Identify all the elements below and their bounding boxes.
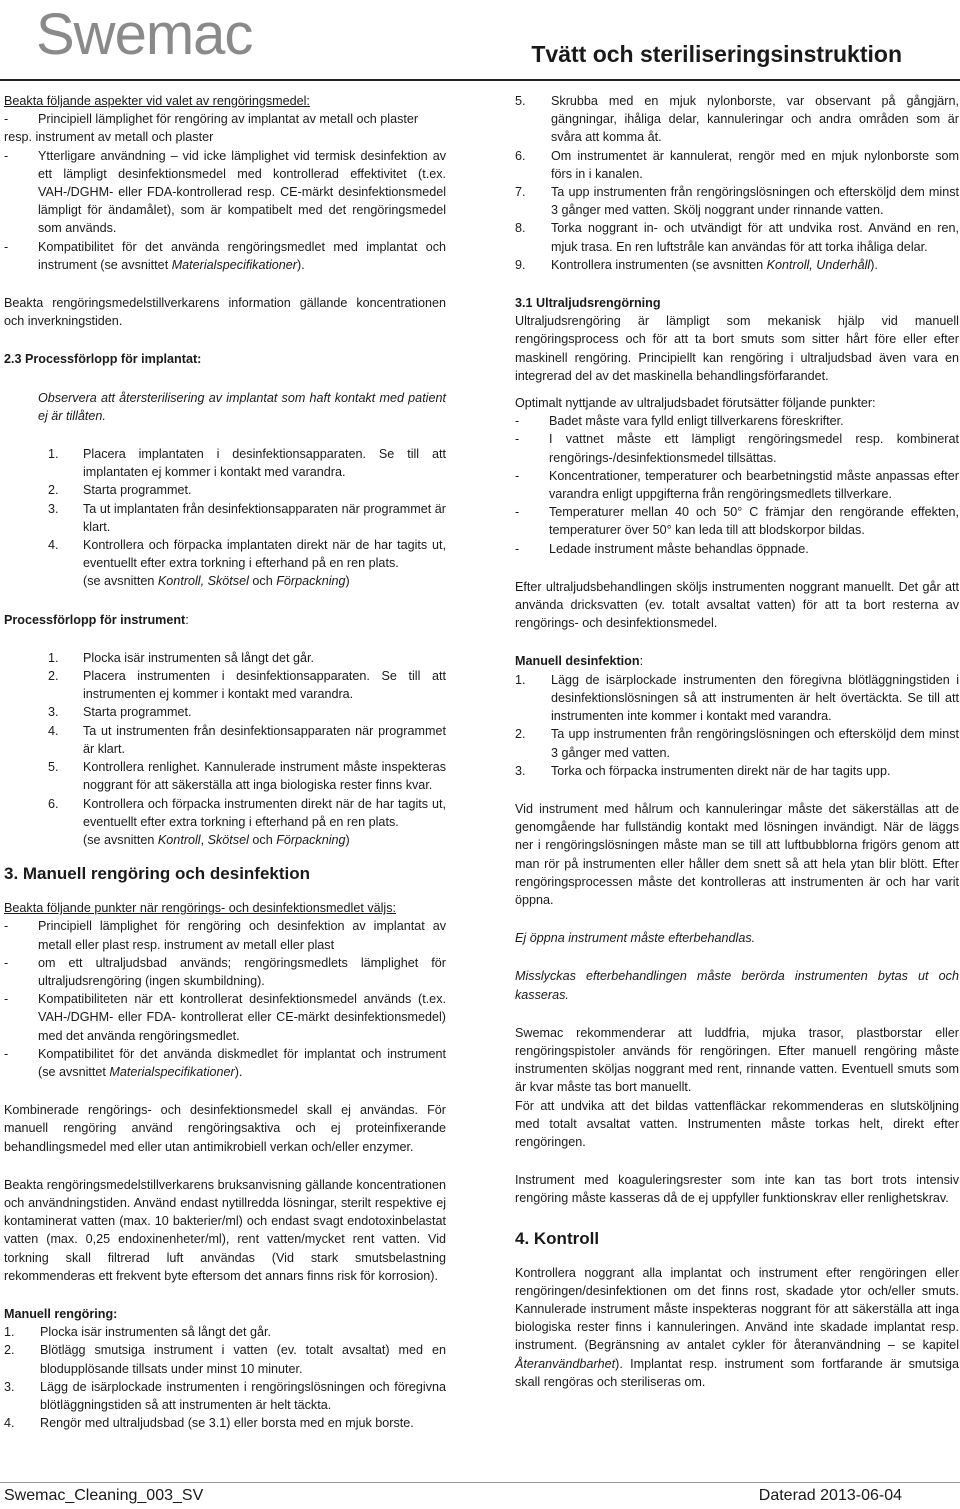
instrument-reference: (se avsnitten Kontroll, Skötsel och Förpackning) xyxy=(83,832,350,847)
list-item: 8. Torka noggrant in- och utvändigt för att undvika rost. Använd en ren, mjuk trasa. En ren luftstråle kan användas för att torka ihåliga delar. xyxy=(515,221,959,254)
list-item: 3. Ta ut implantaten från desinfektionsapparaten när programmet är klart. xyxy=(48,501,446,534)
list-item: 3. Starta programmet. xyxy=(48,705,192,720)
intro-item: - Kompatibilitet för det använda rengöringsmedlet med implantat och instrument (se avsnittet Materialspecifikationer). xyxy=(4,239,446,272)
left-column xyxy=(4,92,446,1432)
list-item: 6. Kontrollera och förpacka instrumenten direkt när de har tagits ut, eventuellt efter extra torkning i efterhand på en ren plats. xyxy=(48,796,446,829)
list-item: 2. Placera instrumenten i desinfektionsapparaten. Se till att instrumenten ej kommer i kontakt med varandra. xyxy=(48,669,446,702)
document-date: Daterad 2013-06-04 xyxy=(758,1487,902,1504)
list-item: - Temperaturer mellan 40 och 50° C främjar den rengörande effekten, temperaturer över 50° kan leda till att blodskorpor bildas. xyxy=(515,505,959,538)
list-item: - Principiell lämplighet för rengöring och desinfektion av implantat av metall eller plast resp. instrument av metall eller plast xyxy=(4,919,446,952)
list-item: - I vattnet måste ett lämpligt rengöringsmedel resp. kombinerat rengörings-/desinfektionsmedel tillsättas. xyxy=(515,432,959,465)
list-item: - Koncentrationer, temperaturer och bearbetningstid måste anpassas efter varandra enligt uppgifterna från rengöringsmedlets tillverkare. xyxy=(515,468,959,502)
section-3-1-heading: 3.1 Ultraljudsrengörning xyxy=(515,296,661,311)
manual-cleaning-heading: Manuell rengöring: xyxy=(4,1306,118,1321)
footer-rule xyxy=(0,1482,960,1483)
list-item: - Kompatibiliteten när ett kontrollerat desinfektionsmedel används (t.ex. VAH-/DGHM- eller FDA- kontrollerat eller CE-märkt desinfektionsmedel) med det använda rengöringsmedlet. xyxy=(4,992,446,1043)
list-item: 2. Starta programmet. xyxy=(48,483,192,498)
intro-heading: Beakta följande aspekter vid valet av rengöringsmedel: xyxy=(4,94,310,108)
paragraph: Kombinerade rengörings- och desinfektionsmedel skall ej användas. För manuell rengöring använd rengöringsaktiva och ej proteinfixerande behandlingsmedel med eller utan antimikrobiell verkan och/eller enzymer. xyxy=(4,1103,446,1154)
list-item: - Badet måste vara fylld enligt tillverkarens föreskrifter. xyxy=(515,414,844,429)
list-item: 4. Kontrollera och förpacka implantaten direkt när de har tagits ut, eventuellt efter extra torkning i efterhand på en ren plats. xyxy=(48,538,446,571)
list-item: 3. Torka och förpacka instrumenten direkt när de har tagits upp. xyxy=(515,763,891,778)
section-4-heading: 4. Kontroll xyxy=(515,1228,600,1248)
list-item: 1. Plocka isär instrumenten så långt det går. xyxy=(4,1325,272,1340)
header-rule xyxy=(0,79,960,81)
list-item: 2. Blötlägg smutsiga instrument i vatten (ev. totalt avsaltat) med en blodupplösande tillsats under minst 10 minuter. xyxy=(4,1343,446,1376)
document-id: Swemac_Cleaning_003_SV xyxy=(4,1487,204,1504)
list-item: 4. Ta ut instrumenten från desinfektionsapparaten när programmet är klart. xyxy=(48,723,446,756)
reprocess-warning: Observera att återsterilisering av implantat som haft kontakt med patient ej är tillåten. xyxy=(38,390,446,423)
paragraph: Ej öppna instrument måste efterbehandlas. xyxy=(515,931,756,946)
list-item: 5. Skrubba med en mjuk nylonborste, var observant på gångjärn, gängningar, ihåliga delar, kannuleringar och andra områden som är svåra att komma åt. xyxy=(515,94,959,145)
list-item: - om ett ultraljudsbad används; rengöringsmedlets lämplighet för ultraljudsrengöring (ingen skumbildning). xyxy=(4,955,446,988)
intro-item: - Principiell lämplighet för rengöring av implantat av metall och plaster xyxy=(4,112,419,127)
paragraph: Efter ultraljudsbehandlingen sköljs instrumenten noggrant manuellt. Det går att använda dricksvatten (ev. totalt avsaltat vatten) för att ta bort resterna av rengörings- och desinfektionsmedel. xyxy=(515,579,959,631)
paragraph: Kontrollera noggrant alla implantat och instrument efter rengöringen eller rengöringen/desinfektionen om det finns rost, skadade ytor och/eller smuts. Kannulerade instrument måste inspekteras noggrant för att säkerställa att inga biologiska rester finns i kannuleringen. Använd inte skadade implantat resp. instrument. (Begränsning av antalet cykler för återanvändning – se kapitel Återanvändbarhet). Implantat resp. instrument som fortfarande är smutsiga skall rengöras och steriliseras om. xyxy=(515,1265,959,1389)
paragraph: Optimalt nyttjande av ultraljudsbadet förutsätter följande punkter: xyxy=(515,396,876,411)
logo-text: Swemac xyxy=(36,4,253,62)
paragraph: Beakta rengöringsmedelstillverkarens bruksanvisning gällande koncentrationen och användningstiden. Använd endast nytillredda lösningar, sterilt respektive ej kontaminerat vatten (max. 10 bakterier/ml) och endast svagt endotoxinbelastat vatten (max. 0,25 endoxinenheter/ml), rent vatten/mycket rent vatten. Vid torkning skall filtrerad luft användas (Vid stark smutsbelastning rekommenderas ett frekvent byte eftersom det annars finns risk för korrosion). xyxy=(4,1177,446,1283)
list-item: 7. Ta upp instrumenten från rengöringslösningen och eftersköljd dem minst 3 gånger med vatten. Skölj noggrant under rinnande vatten. xyxy=(515,185,959,218)
manual-disinfection-heading: Manuell desinfektion: xyxy=(515,654,644,669)
paragraph: Swemac rekommenderar att luddfria, mjuka trasor, plastborstar eller rengöringspistoler används för rengöringen. Efter manuell rengöring måste instrumenten sköljas noggrant med rent, rinnande vatten. Eventuell smuts som är kvar måste tas bort manuellt. xyxy=(515,1025,959,1095)
paragraph: Ultraljudsrengöring är lämpligt som mekanisk hjälp vid manuell rengöringsprocess och för att ta bort smuts som sitter hårt före eller efter maskinell rengöring. Principiellt kan rengöring i ultraljudsbad även vara en integrerad del av det maskinella behandlingsförfarandet. xyxy=(515,314,959,383)
intro-note: Beakta rengöringsmedelstillverkarens information gällande koncentrationen och inverkningstiden. xyxy=(4,296,446,329)
intro-item: - Ytterligare användning – vid icke lämplighet vid termisk desinfektion av ett lämpligt desinfektionsmedel med kontrollerad effektivitet (t.ex. VAH-/DGHM- eller FDA-kontrollerad resp. CE-märkt desinfektionsmedel lämpligt för ändamålet), som är kompatibelt med det rengöringsmedel som används. xyxy=(4,148,446,236)
section-2-3-heading: 2.3 Processförlopp för implantat: xyxy=(4,352,202,367)
paragraph: Misslyckas efterbehandlingen måste berörda instrumenten bytas ut och kasseras. xyxy=(515,969,959,1002)
list-item: - Kompatibilitet för det använda diskmedlet för implantat och instrument (se avsnittet Materialspecifikationer). xyxy=(4,1046,446,1079)
document-title: Tvätt och steriliseringsinstruktion xyxy=(531,41,902,67)
paragraph: För att undvika att det bildas vattenfläckar rekommenderas en slutsköljning med totalt avsaltat vatten. Instrumenten måste torkas helt, direkt efter rengöringen. xyxy=(515,1098,959,1149)
section-3-subheading: Beakta följande punkter när rengörings- och desinfektionsmedlet väljs: xyxy=(4,901,397,916)
paragraph: Vid instrument med hålrum och kannuleringar måste det säkerställas att de genomgående har fullständig kontakt med lösningen invändigt. När de läggs ner i rengöringslösningen måste man se till att luftbubblorna frigörs genom att man rör på instrumenten eller håller dem snett så att hela ytan blir blött. Efter rengöringsprocessen måste det kontrolleras att instrumenten är och har varit öppna. xyxy=(515,801,959,907)
list-item: 9. Kontrollera instrumenten (se avsnitten Kontroll, Underhåll). xyxy=(515,257,878,272)
list-item: 6. Om instrumentet är kannulerat, rengör med en mjuk nylonborste som förs in i kanalen. xyxy=(515,148,959,181)
list-item: 5. Kontrollera renlighet. Kannulerade instrument måste inspekteras noggrant för att säkerställa att inga biologiska rester finns kvar. xyxy=(48,760,446,793)
list-item: 4. Rengör med ultraljudsbad (se 3.1) eller borsta med en mjuk borste. xyxy=(4,1416,414,1431)
section-3-heading: 3. Manuell rengöring och desinfektion xyxy=(4,864,311,884)
intro-item-cont: resp. instrument av metall och plaster xyxy=(4,130,214,145)
right-column xyxy=(515,92,959,1391)
list-item: 1. Plocka isär instrumenten så långt det går. xyxy=(48,650,315,665)
swemac-logo xyxy=(34,4,284,62)
list-item: 3. Lägg de isärplockade instrumenten i rengöringslösningen och föregivna blötläggningstiden så att instrumenten är helt täckta. xyxy=(4,1379,446,1412)
list-item: 2. Ta upp instrumenten från rengöringslösningen och eftersköljd dem minst 3 gånger med vatten. xyxy=(515,727,959,760)
list-item: 1. Placera implantaten i desinfektionsapparaten. Se till att implantaten ej kommer i kontakt med varandra. xyxy=(48,447,446,480)
paragraph: Instrument med koaguleringsrester som inte kan tas bort trots intensiv rengöring måste kasseras då de ej uppfyller funktionskrav eller renlighetskrav. xyxy=(515,1173,959,1206)
list-item: - Ledade instrument måste behandlas öppnade. xyxy=(515,541,809,556)
list-item: 1. Lägg de isärplockade instrumenten den föregivna blötläggningstiden i desinfektionslösningen så att instrumenten är helt övertäckta. Se till att instrumenten inte kommer i kontakt med varandra. xyxy=(515,672,959,724)
implant-reference: (se avsnitten Kontroll, Skötsel och Förpackning) xyxy=(83,574,350,589)
instrument-process-heading: Processförlopp för instrument: xyxy=(4,612,189,627)
